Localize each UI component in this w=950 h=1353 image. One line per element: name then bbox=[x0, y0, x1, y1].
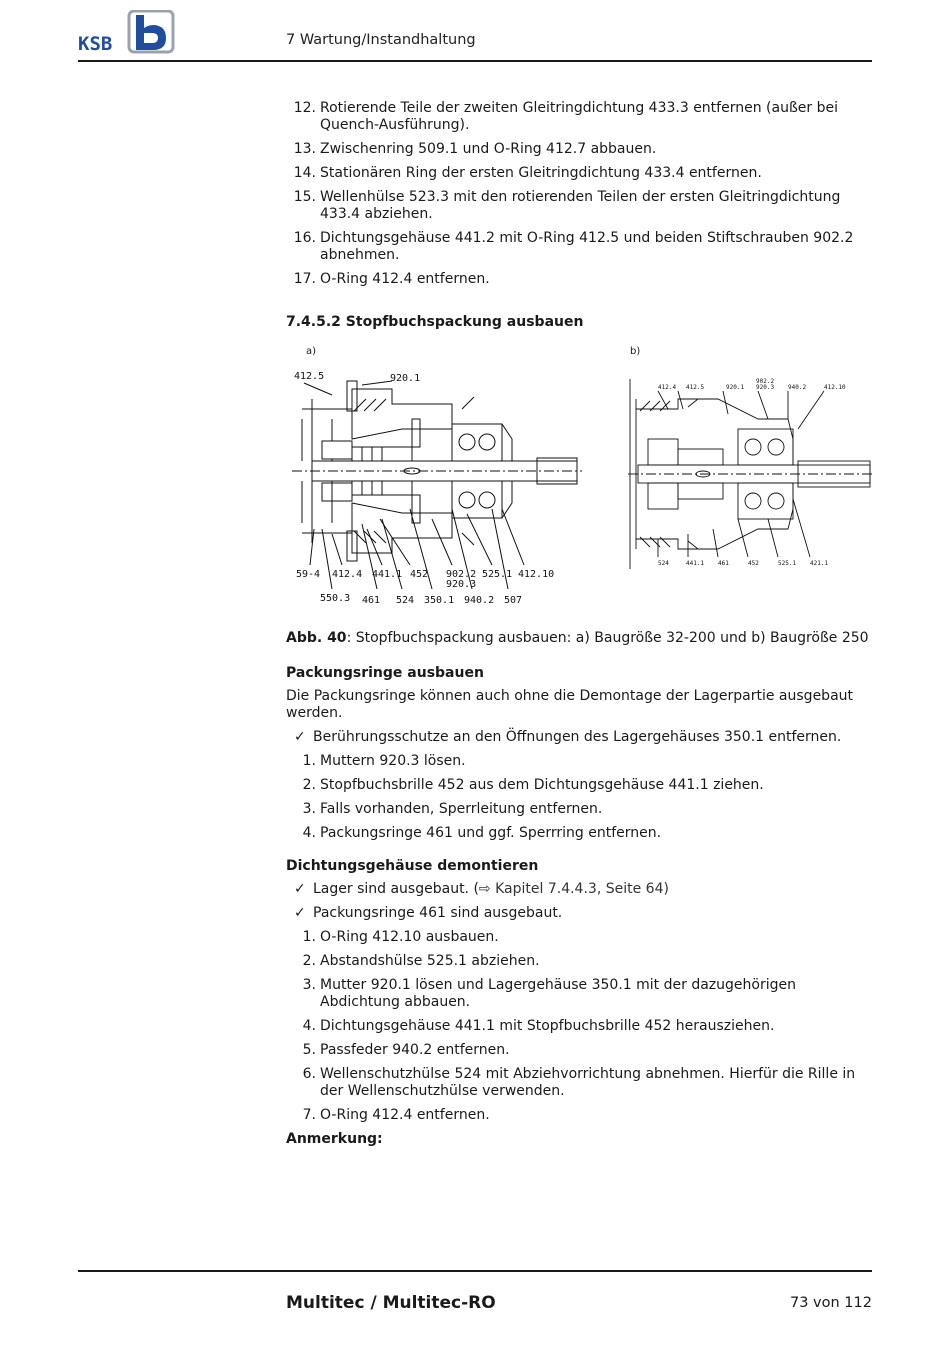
check-item: ✓ Packungsringe 461 sind ausgebaut. bbox=[294, 905, 563, 921]
callout: 412.4 bbox=[658, 384, 677, 391]
list-item: 6. Wellenschutzhülse 524 mit Abziehvorrichtung abnehmen. Hierfür die Rille in der Wellenschutzhülse verwenden. bbox=[302, 1066, 856, 1099]
figure-label-a: a) bbox=[306, 346, 317, 357]
list-item: 7. O-Ring 412.4 entfernen. bbox=[302, 1107, 490, 1123]
check-item: ✓ Berührungsschutze an den Öffnungen des Lagergehäuses 350.1 entfernen. bbox=[294, 729, 842, 745]
callout: 452 bbox=[748, 560, 759, 567]
list-item: 15. Wellenhülse 523.3 mit den rotierenden Teilen der ersten Gleitringdichtung 433.4 abziehen. bbox=[293, 189, 841, 222]
housing-heading: Dichtungsgehäuse demontieren bbox=[286, 858, 539, 874]
packing-intro: Die Packungsringe können auch ohne die Demontage der Lagerpartie ausgebaut werden. bbox=[286, 688, 854, 721]
list-item: 2. Abstandshülse 525.1 abziehen. bbox=[302, 953, 540, 969]
list-item: 13. Zwischenring 509.1 und O-Ring 412.7 abbauen. bbox=[293, 141, 657, 157]
drawing-size-32-200 bbox=[292, 369, 582, 609]
page-number: 73 von 112 bbox=[790, 1295, 872, 1311]
list-item: 16. Dichtungsgehäuse 441.2 mit O-Ring 412.5 und beiden Stiftschrauben 902.2 abnehmen. bbox=[293, 230, 854, 263]
callout: 461 bbox=[718, 560, 729, 567]
callout: 412.5 bbox=[686, 384, 705, 391]
list-item: 3. Mutter 920.1 lösen und Lagergehäuse 350.1 mit der dazugehörigen Abdichtung abbauen. bbox=[302, 977, 796, 1010]
note-label: Anmerkung: bbox=[286, 1131, 383, 1147]
callout: 920.3 bbox=[756, 384, 775, 391]
callout: 525.1 bbox=[778, 560, 797, 567]
logo-text: KSB bbox=[78, 33, 113, 54]
callout: 524 bbox=[396, 595, 415, 606]
figure-label-b: b) bbox=[630, 346, 641, 357]
drawing-size-250 bbox=[628, 369, 873, 579]
callout: 940.2 bbox=[464, 595, 495, 606]
callout: 902.2 bbox=[756, 378, 775, 385]
callout: 412.4 bbox=[332, 569, 363, 580]
callout: 920.1 bbox=[726, 384, 745, 391]
callout: 59-4 bbox=[296, 569, 321, 580]
packing-heading: Packungsringe ausbauen bbox=[286, 665, 484, 681]
list-item: 5. Passfeder 940.2 entfernen. bbox=[302, 1042, 510, 1058]
check-item: ✓ Lager sind ausgebaut. (⇨ Kapitel 7.4.4.3, Seite 64) bbox=[294, 881, 669, 897]
callout: 940.2 bbox=[788, 384, 807, 391]
list-item: 3. Falls vorhanden, Sperrleitung entfernen. bbox=[302, 801, 603, 817]
callout: 920.1 bbox=[390, 373, 421, 384]
list-item: 4. Packungsringe 461 und ggf. Sperrring entfernen. bbox=[302, 825, 662, 841]
callout: 412.5 bbox=[294, 371, 325, 382]
ksb-logo bbox=[78, 10, 178, 58]
callout: 525.1 bbox=[482, 569, 513, 580]
chapter-title: 7 Wartung/Instandhaltung bbox=[286, 32, 476, 48]
product-title: Multitec / Multitec-RO bbox=[286, 1293, 496, 1313]
callout: 452 bbox=[410, 569, 429, 580]
callout: 421.1 bbox=[810, 560, 829, 567]
packing-steps bbox=[286, 753, 876, 842]
callout: 441.1 bbox=[372, 569, 403, 580]
callout: 920.3 bbox=[446, 579, 477, 590]
list-item: 4. Dichtungsgehäuse 441.1 mit Stopfbuchsbrille 452 herausziehen. bbox=[302, 1018, 775, 1034]
list-item: 2. Stopfbuchsbrille 452 aus dem Dichtungsgehäuse 441.1 ziehen. bbox=[302, 777, 764, 793]
callout: 550.3 bbox=[320, 593, 351, 604]
list-item: 14. Stationären Ring der ersten Gleitringdichtung 433.4 entfernen. bbox=[293, 165, 762, 181]
callout: 441.1 bbox=[686, 560, 705, 567]
callout: 461 bbox=[362, 595, 381, 606]
check-icon: ✓ bbox=[294, 905, 306, 921]
list-item: 17. O-Ring 412.4 entfernen. bbox=[293, 271, 490, 287]
list-item: 1. O-Ring 412.10 ausbauen. bbox=[302, 929, 499, 945]
check-icon: ✓ bbox=[294, 881, 306, 897]
callout: 507 bbox=[504, 595, 523, 606]
callout: 902.2 bbox=[446, 569, 477, 580]
page-header bbox=[78, 8, 872, 62]
callout: 412.10 bbox=[824, 384, 846, 391]
main-content bbox=[286, 100, 876, 1148]
removal-steps-top bbox=[286, 100, 876, 288]
check-icon: ✓ bbox=[294, 729, 306, 745]
callout: 412.10 bbox=[518, 569, 555, 580]
housing-steps bbox=[286, 929, 876, 1124]
list-item: 12. Rotierende Teile der zweiten Gleitringdichtung 433.3 entfernen (außer bei Quench-Ausführung). bbox=[293, 100, 838, 133]
figure-stuffing-box bbox=[286, 341, 876, 626]
section-heading: 7.4.5.2 Stopfbuchspackung ausbauen bbox=[286, 314, 584, 330]
chapter-link[interactable]: ⇨ Kapitel 7.4.4.3, Seite 64) bbox=[478, 881, 669, 897]
callout: 524 bbox=[658, 560, 669, 567]
footer-divider bbox=[78, 1270, 872, 1272]
figure-caption: Abb. 40: Stopfbuchspackung ausbauen: a) Baugröße 32-200 und b) Baugröße 250 bbox=[286, 630, 869, 646]
list-item: 1. Muttern 920.3 lösen. bbox=[302, 753, 466, 769]
callout: 350.1 bbox=[424, 595, 455, 606]
